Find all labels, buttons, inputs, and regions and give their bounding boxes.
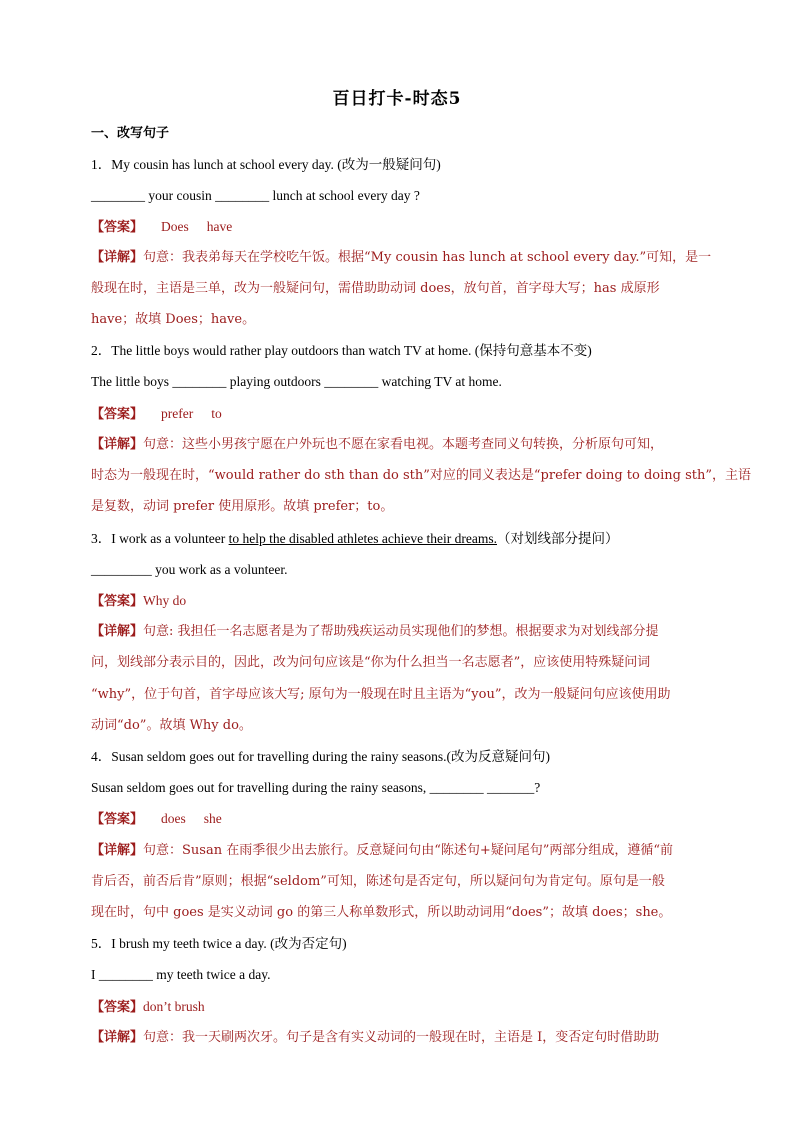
- explain-4-line-2: 肯后否，前否后肯”原则；根据“seldom”可知，陈述句是否定句，所以疑问句为肯定句。原句是一般: [91, 874, 665, 889]
- answer-4-b: she: [203, 811, 222, 826]
- question-5: 5．I brush my teeth twice a day. (改为否定句): [91, 936, 347, 951]
- question-1: 1．My cousin has lunch at school every day. (改为一般疑问句): [91, 157, 441, 172]
- explain-1-line-2: 般现在时，主语是三单，改为一般疑问句，需借助助动词 does，放句首，首字母大写；has 成原形: [91, 281, 660, 296]
- answer-4: [91, 809, 716, 830]
- answer-1: [91, 217, 716, 238]
- answer-2: [91, 404, 716, 425]
- question-2: 2．The little boys would rather play outdoors than watch TV at home. (保持句意基本不变): [91, 343, 592, 358]
- answer-2-a: prefer: [161, 406, 194, 421]
- question-4-blanks: Susan seldom goes out for travelling during the rainy seasons, ________ _______?: [91, 780, 541, 795]
- answer-1-b: have: [206, 219, 233, 234]
- explain-label: 【详解】: [91, 624, 144, 639]
- answer-5-value: don’t brush: [143, 999, 205, 1014]
- answer-label: 【答案】: [91, 1000, 144, 1015]
- answer-3: [91, 591, 716, 612]
- answer-label: 【答案】: [91, 407, 144, 422]
- explain-1-line-3: have；故填 Does；have。: [91, 312, 256, 327]
- answer-1-a: Does: [161, 219, 189, 234]
- explain-label: 【详解】: [91, 437, 144, 452]
- question-3: 3．I work as a volunteer to help the disabled athletes achieve their dreams.（对划线部分提问）: [91, 531, 619, 546]
- explain-3-line-4: 动词“do”。故填 Why do。: [91, 718, 252, 733]
- section-heading: 一、改写句子: [91, 126, 170, 141]
- explain-label: 【详解】: [91, 843, 144, 858]
- question-3-blanks: _________ you work as a volunteer.: [91, 562, 288, 577]
- explain-1-line-1: 【详解】句意：我表弟每天在学校吃午饭。根据“My cousin has lunch at school every day.”可知，是一: [91, 250, 712, 265]
- answer-label: 【答案】: [91, 594, 144, 609]
- explain-2-line-2: 时态为一般现在时，“would rather do sth than do sth”对应的同义表达是“prefer doing to doing sth”，主语: [91, 468, 752, 483]
- explain-2-line-3: 是复数，动词 prefer 使用原形。故填 prefer；to。: [91, 499, 394, 514]
- question-3-underlined: to help the disabled athletes achieve their dreams.: [228, 531, 497, 546]
- question-1-blanks: ________ your cousin ________ lunch at school every day ?: [91, 188, 420, 203]
- explain-label: 【详解】: [91, 250, 144, 265]
- answer-2-b: to: [211, 406, 222, 421]
- explain-3-line-2: 问，划线部分表示目的，因此，改为问句应该是“你为什么担当一名志愿者”，应该使用特殊疑问词: [91, 655, 651, 670]
- question-2-blanks: The little boys ________ playing outdoors ________ watching TV at home.: [91, 374, 502, 389]
- question-5-blanks: I ________ my teeth twice a day.: [91, 967, 271, 982]
- answer-5: [91, 997, 716, 1018]
- answer-4-a: does: [161, 811, 186, 826]
- explain-4-line-1: 【详解】句意：Susan 在雨季很少出去旅行。反意疑问句由“陈述句+疑问尾句”两部分组成，遵循“前: [91, 843, 674, 858]
- explain-4-line-3: 现在时，句中 goes 是实义动词 go 的第三人称单数形式，所以助动词用“does”；故填 does；she。: [91, 905, 672, 920]
- explain-2-line-1: 【详解】句意：这些小男孩宁愿在户外玩也不愿在家看电视。本题考查同义句转换，分析原句可知，: [91, 437, 664, 452]
- explain-3-line-3: “why”，位于句首，首字母应该大写; 原句为一般现在时且主语为“you”，改为一般疑问句应该使用助: [91, 687, 671, 702]
- explain-label: 【详解】: [91, 1030, 144, 1045]
- question-4: 4．Susan seldom goes out for travelling during the rainy seasons.(改为反意疑问句): [91, 749, 550, 764]
- answer-3-value: Why do: [143, 593, 187, 608]
- explain-5-line-1: 【详解】句意：我一天刷两次牙。句子是含有实义动词的一般现在时，主语是 I，变否定句时借助助: [91, 1030, 660, 1045]
- answer-label: 【答案】: [91, 220, 144, 235]
- explain-3-line-1: 【详解】句意: 我担任一名志愿者是为了帮助残疾运动员实现他们的梦想。根据要求为对划线部分提: [91, 624, 659, 639]
- page-title: 百日打卡-时态5: [332, 89, 462, 109]
- answer-label: 【答案】: [91, 812, 144, 827]
